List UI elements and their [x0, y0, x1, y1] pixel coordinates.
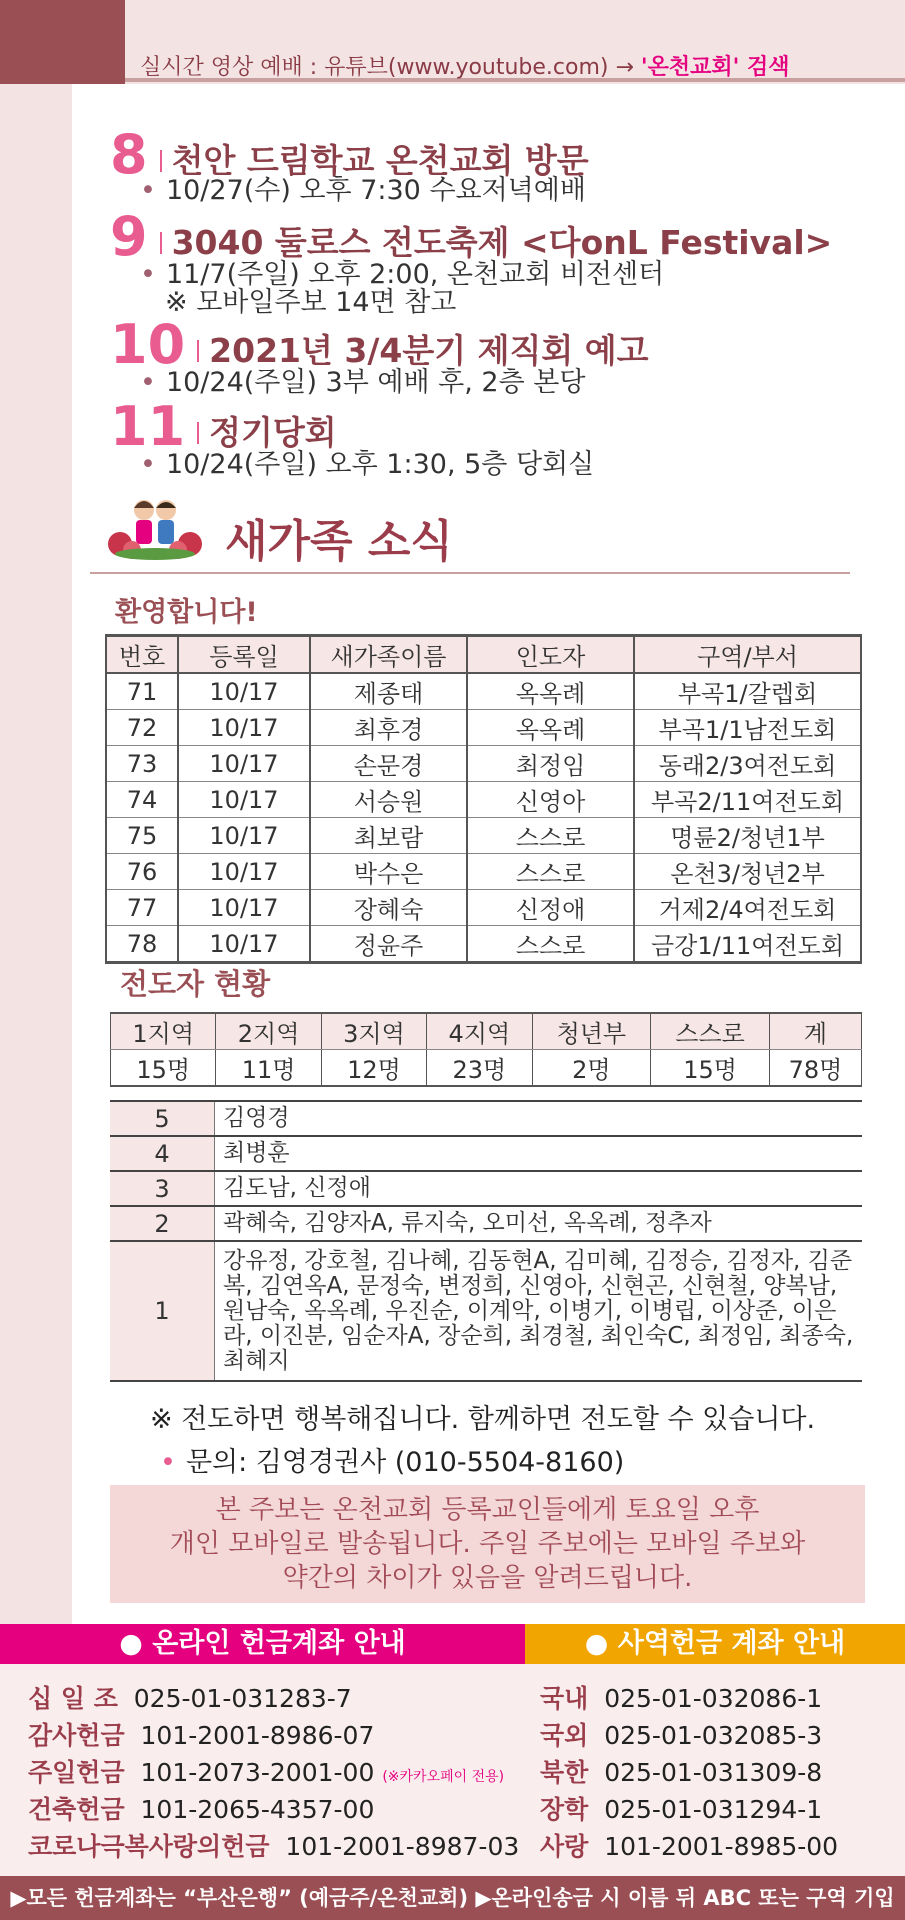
- account-line: 국외 025-01-032085-3: [540, 1721, 823, 1750]
- item-number: 9: [110, 205, 148, 268]
- account-line: 코로나극복사랑의헌금 101-2001-8987-03: [28, 1832, 520, 1861]
- section-divider: [90, 572, 850, 574]
- welcome-heading: 환영합니다!: [115, 597, 258, 628]
- column-header: 구역/부서: [634, 636, 861, 674]
- account-line: 국내 025-01-032086-1: [540, 1684, 823, 1713]
- top-banner: [0, 0, 905, 84]
- evangelist-rank-table: [110, 1100, 862, 1382]
- item-title: 2021년 3/4분기 제직회 예고: [209, 331, 649, 370]
- table-row: 2 곽혜숙, 김양자A, 류지숙, 오미선, 옥옥례, 정추자: [110, 1206, 862, 1241]
- item-title: 3040 둘로스 전도축제 <다onL Festival>: [171, 223, 833, 262]
- footer-note: ▶모든 헌금계좌는 “부산은행” (예금주/온천교회) ▶온라인송금 시 이름 뒤 ABC 또는 구역 기입: [0, 1876, 905, 1920]
- table-row: 72 10/17 최후경 옥옥례 부곡1/1남전도회: [106, 710, 861, 746]
- table-row: 3 김도남, 신정애: [110, 1171, 862, 1206]
- section-title: 새가족 소식: [225, 516, 453, 567]
- table-header-row: [106, 636, 861, 674]
- table-row: 74 10/17 서승원 신영아 부곡2/11여전도회: [106, 782, 861, 818]
- table-row: 1 강유정, 강호철, 김나혜, 김동현A, 김미혜, 김정승, 김정자, 김준복, 김연옥A, 문정숙, 변정희, 신영아, 신현곤, 신현철, 양복남, 원남숙, 옥옥례, 우진순, 이계악, 이병기, 이병립, 이상준, 이은라, 이진분, 임순자A, 장순희, 최경철, 최인숙C, 최정임, 최종숙, 최혜지: [110, 1241, 862, 1381]
- account-line: 장학 025-01-031294-1: [540, 1795, 823, 1824]
- column-header: 인도자: [467, 636, 634, 674]
- table-row: 4 최병훈: [110, 1136, 862, 1171]
- item-number: 10: [110, 313, 186, 376]
- evangelism-summary-table: [110, 1012, 862, 1087]
- mission-account-header: ● 사역헌금 계좌 안내: [525, 1624, 905, 1664]
- item-number: 8: [110, 123, 148, 186]
- table-row: 71 10/17 제종태 옥옥례 부곡1/갈렙회: [106, 673, 861, 710]
- item-detail: • 11/7(주일) 오후 2:00, 온천교회 비전센터: [140, 259, 665, 290]
- top-color-block: [0, 0, 125, 84]
- count-row: 15명 11명 12명 23명 2명 15명 78명: [111, 1050, 862, 1087]
- account-line: 주일헌금 101-2073-2001-00 (※카카오페이 전용): [28, 1758, 505, 1787]
- online-account-header: ● 온라인 헌금계좌 안내: [0, 1624, 525, 1664]
- contact-info: • 문의: 김영경권사 (010-5504-8160): [160, 1447, 625, 1478]
- item-detail: • 10/24(주일) 오후 1:30, 5층 당회실: [140, 449, 595, 480]
- table-row: 5 김영경: [110, 1101, 862, 1136]
- account-line: 사랑 101-2001-8985-00: [540, 1832, 839, 1861]
- account-line: 건축헌금 101-2065-4357-00: [28, 1795, 375, 1824]
- account-line: 감사헌금 101-2001-8986-07: [28, 1721, 375, 1750]
- table-row: 78 10/17 정윤주 스스로 금강1/11여전도회: [106, 926, 861, 963]
- account-line: 십 일 조 025-01-031283-7: [28, 1684, 352, 1713]
- left-margin-strip: [0, 84, 72, 1624]
- table-row: 76 10/17 박수은 스스로 온천3/청년2부: [106, 854, 861, 890]
- table-row: 75 10/17 최보람 스스로 명륜2/청년1부: [106, 818, 861, 854]
- table-row: 73 10/17 손문경 최정임 동래2/3여전도회: [106, 746, 861, 782]
- item-title: 정기당회: [209, 413, 337, 452]
- region-row: 1지역 2지역 3지역 4지역 청년부 스스로 계: [111, 1013, 862, 1050]
- item-detail: • 10/27(수) 오후 7:30 수요저녁예배: [140, 175, 586, 206]
- table-row: 77 10/17 장혜숙 신정애 거제2/4여전도회: [106, 890, 861, 926]
- new-family-table: [105, 634, 862, 964]
- couple-illustration: [100, 492, 210, 566]
- column-header: 새가족이름: [310, 636, 467, 674]
- evangelism-note: ※ 전도하면 행복해집니다. 함께하면 전도할 수 있습니다.: [150, 1404, 816, 1435]
- mobile-notice-box: 본 주보는 온천교회 등록교인들에게 토요일 오후 개인 모바일로 발송됩니다. 주일 주보에는 모바일 주보와 약간의 차이가 있음을 알려드립니다.: [110, 1485, 865, 1603]
- item-detail: ※ 모바일주보 14면 참고: [165, 287, 457, 318]
- column-header: 번호: [106, 636, 178, 674]
- item-number: 11: [110, 395, 186, 458]
- column-header: 등록일: [178, 636, 310, 674]
- item-title: 천안 드림학교 온천교회 방문: [171, 141, 589, 180]
- live-worship-info: 실시간 영상 예배 : 유튜브(www.youtube.com) → '온천교회' 검색: [140, 55, 790, 80]
- item-detail: • 10/24(주일) 3부 예배 후, 2층 본당: [140, 367, 586, 398]
- account-line: 북한 025-01-031309-8: [540, 1758, 823, 1787]
- evangelism-title: 전도자 현황: [120, 967, 271, 1001]
